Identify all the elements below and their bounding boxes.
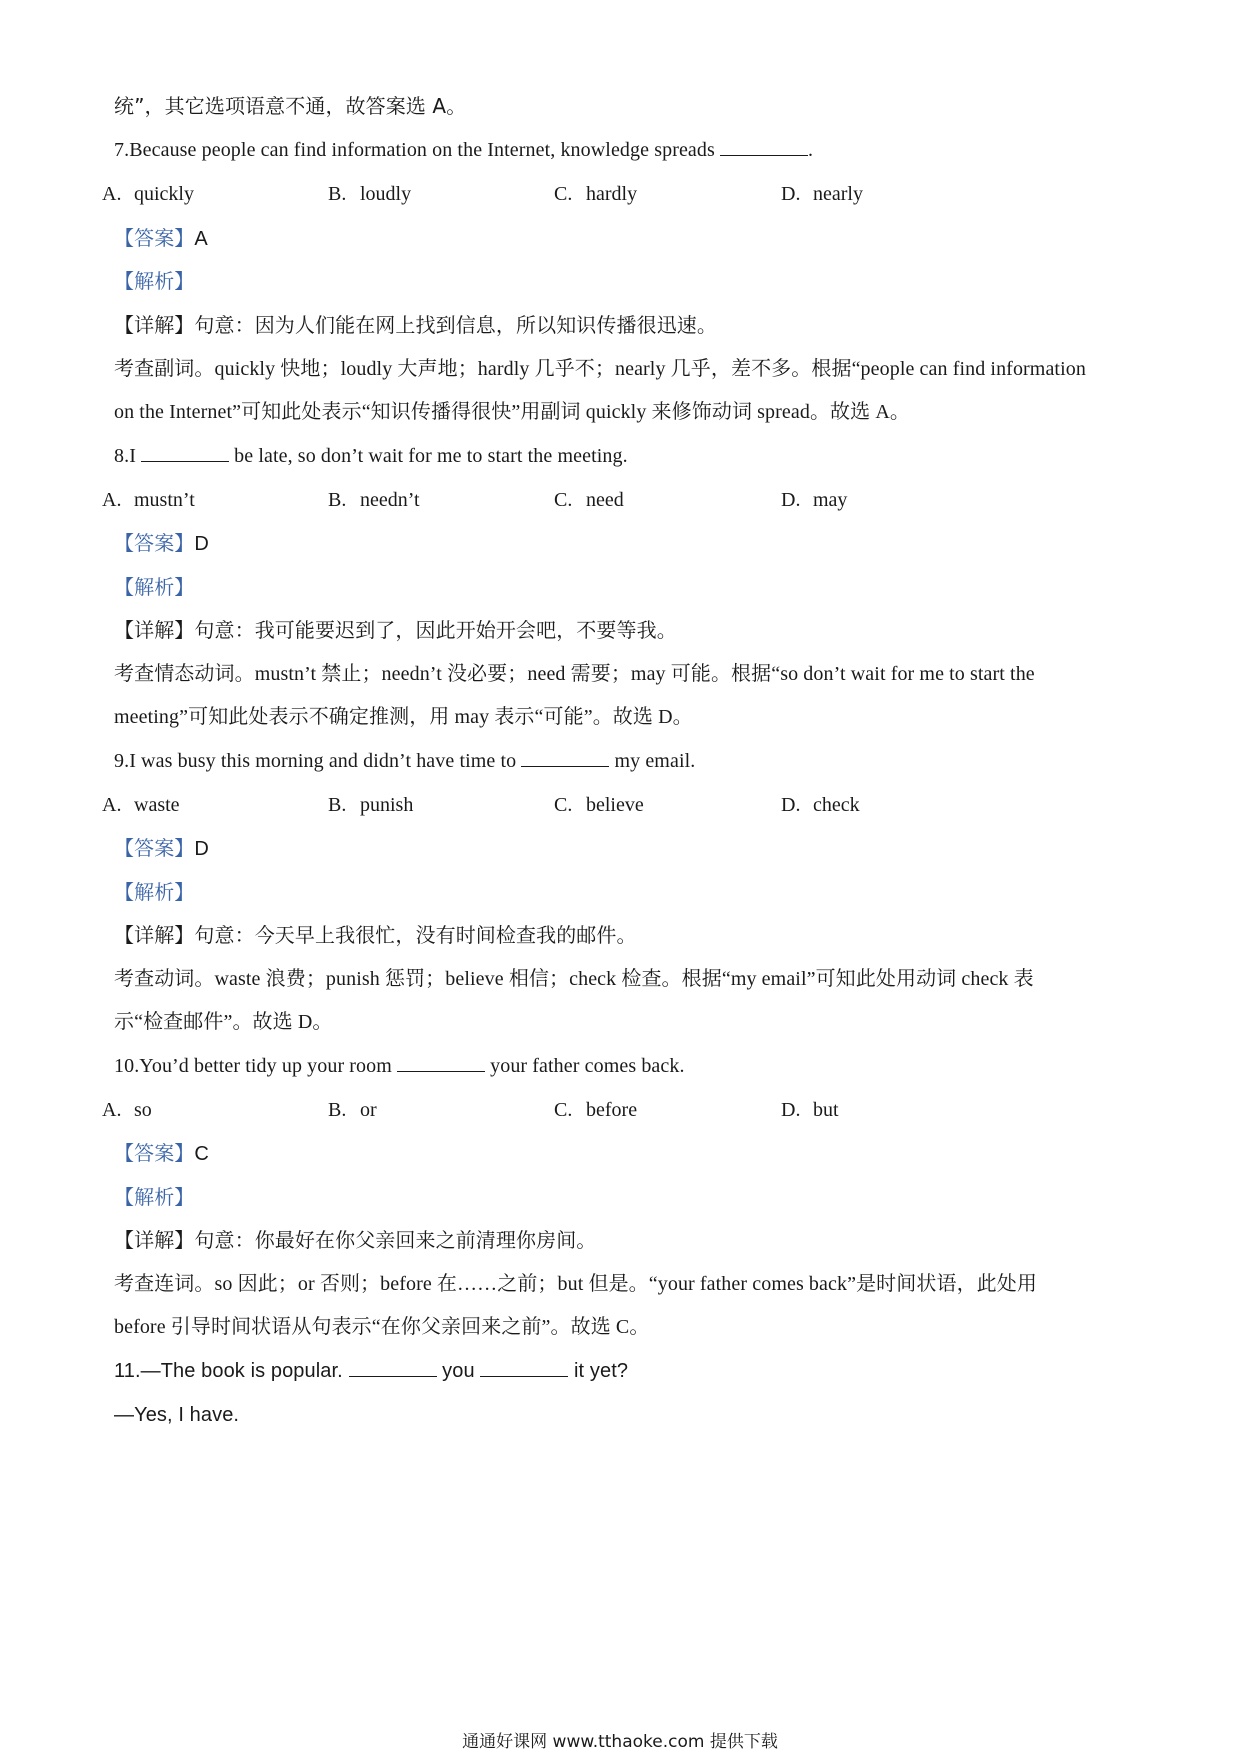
stem-text: 10.You’d better tidy up your room (114, 1055, 398, 1077)
detail-tag: 【详解】 (114, 313, 195, 337)
stem-text: your father comes back. (485, 1055, 685, 1077)
option-d[interactable]: D. may (781, 489, 848, 511)
detail-tag: 【详解】 (114, 923, 195, 947)
analysis-tag: 【解析】 (114, 269, 195, 293)
explanation-line-1: 考查动词。waste 浪费；punish 惩罚；believe 相信；check 检查。根据“my email”可知此处用动词 check 表 (114, 968, 1034, 990)
explanation-line-2: before 引导时间状语从句表示“在你父亲回来之前”。故选 C。 (114, 1316, 650, 1338)
explanation-line-2: meeting”可知此处表示不确定推测，用 may 表示“可能”。故选 D。 (114, 706, 693, 728)
option-d[interactable]: D. check (781, 794, 860, 816)
explanation-line-2: 示“检查邮件”。故选 D。 (114, 1011, 333, 1033)
stem-text: 8.I (114, 445, 142, 467)
stem-text: 7.Because people can find information on the Internet, knowledge spreads (114, 139, 720, 161)
stem-text: my email. (609, 750, 696, 772)
answer-line (114, 529, 209, 558)
option-a[interactable]: A. waste (102, 794, 180, 816)
option-b[interactable]: B. loudly (328, 183, 412, 205)
option-c[interactable]: C. before (554, 1099, 638, 1121)
answer-blank (480, 1358, 568, 1377)
option-a[interactable]: A. mustn’t (102, 489, 195, 511)
answer-blank (720, 137, 808, 156)
question-8-stem (114, 442, 628, 470)
answer-value: A (194, 228, 208, 250)
explanation-line-1: 考查副词。quickly 快地；loudly 大声地；hardly 几乎不；nearly 几乎，差不多。根据“people can find information (114, 358, 1086, 380)
detail-text: 句意：因为人们能在网上找到信息，所以知识传播很迅速。 (194, 313, 718, 337)
option-a[interactable]: A. so (102, 1099, 152, 1121)
stem-text: be late, so don’t wait for me to start the meeting. (229, 445, 628, 467)
answer-blank (521, 748, 609, 767)
stem-text: 9.I was busy this morning and didn’t have time to (114, 750, 522, 772)
option-b[interactable]: B. or (328, 1099, 377, 1121)
option-c[interactable]: C. need (554, 489, 624, 511)
answer-line (114, 224, 208, 253)
option-c[interactable]: C. believe (554, 794, 644, 816)
option-d[interactable]: D. nearly (781, 183, 863, 205)
option-d[interactable]: D. but (781, 1099, 839, 1121)
detail-tag: 【详解】 (114, 618, 195, 642)
answer-line (114, 834, 209, 863)
question-11-reply: —Yes, I have. (114, 1404, 240, 1426)
question-11-stem (114, 1357, 628, 1385)
detail-text: 句意：你最好在你父亲回来之前清理你房间。 (194, 1228, 597, 1252)
answer-tag: 【答案】 (114, 531, 195, 555)
detail-line (114, 921, 637, 949)
answer-value: C (194, 1143, 209, 1165)
stem-text: you (436, 1360, 481, 1382)
answer-blank (397, 1053, 485, 1072)
answer-value: D (194, 533, 209, 555)
option-b[interactable]: B. needn’t (328, 489, 420, 511)
answer-value: D (194, 838, 209, 860)
explanation-line-1: 考查连词。so 因此；or 否则；before 在……之前；but 但是。“your father comes back”是时间状语，此处用 (114, 1273, 1037, 1295)
stem-text: . (808, 139, 814, 161)
explanation-line-2: on the Internet”可知此处表示“知识传播得很快”用副词 quickly 来修饰动词 spread。故选 A。 (114, 401, 910, 423)
detail-line (114, 311, 717, 339)
answer-tag: 【答案】 (114, 836, 195, 860)
analysis-tag: 【解析】 (114, 880, 195, 904)
answer-blank (141, 443, 229, 462)
detail-text: 句意：今天早上我很忙，没有时间检查我的邮件。 (194, 923, 637, 947)
option-a[interactable]: A. quickly (102, 183, 194, 205)
answer-line (114, 1139, 209, 1168)
analysis-tag: 【解析】 (114, 575, 195, 599)
explanation-line-1: 考查情态动词。mustn’t 禁止；needn’t 没必要；need 需要；may 可能。根据“so don’t wait for me to start the (114, 663, 1035, 685)
question-9-stem (114, 747, 695, 775)
detail-line (114, 616, 677, 644)
answer-blank (349, 1358, 437, 1377)
intro-line: 统”，其它选项语意不通，故答案选 A。 (114, 94, 467, 118)
detail-text: 句意：我可能要迟到了，因此开始开会吧，不要等我。 (194, 618, 677, 642)
page-footer: 通通好课网 www.tthaoke.com 提供下载 (462, 1732, 778, 1752)
answer-tag: 【答案】 (114, 1141, 195, 1165)
stem-text: it yet? (568, 1360, 629, 1382)
option-b[interactable]: B. punish (328, 794, 414, 816)
stem-text: 11.—The book is popular. (114, 1360, 349, 1382)
detail-tag: 【详解】 (114, 1228, 195, 1252)
answer-tag: 【答案】 (114, 226, 195, 250)
analysis-tag: 【解析】 (114, 1185, 195, 1209)
question-7-stem (114, 136, 813, 164)
option-c[interactable]: C. hardly (554, 183, 638, 205)
question-10-stem (114, 1052, 685, 1080)
detail-line (114, 1226, 596, 1254)
